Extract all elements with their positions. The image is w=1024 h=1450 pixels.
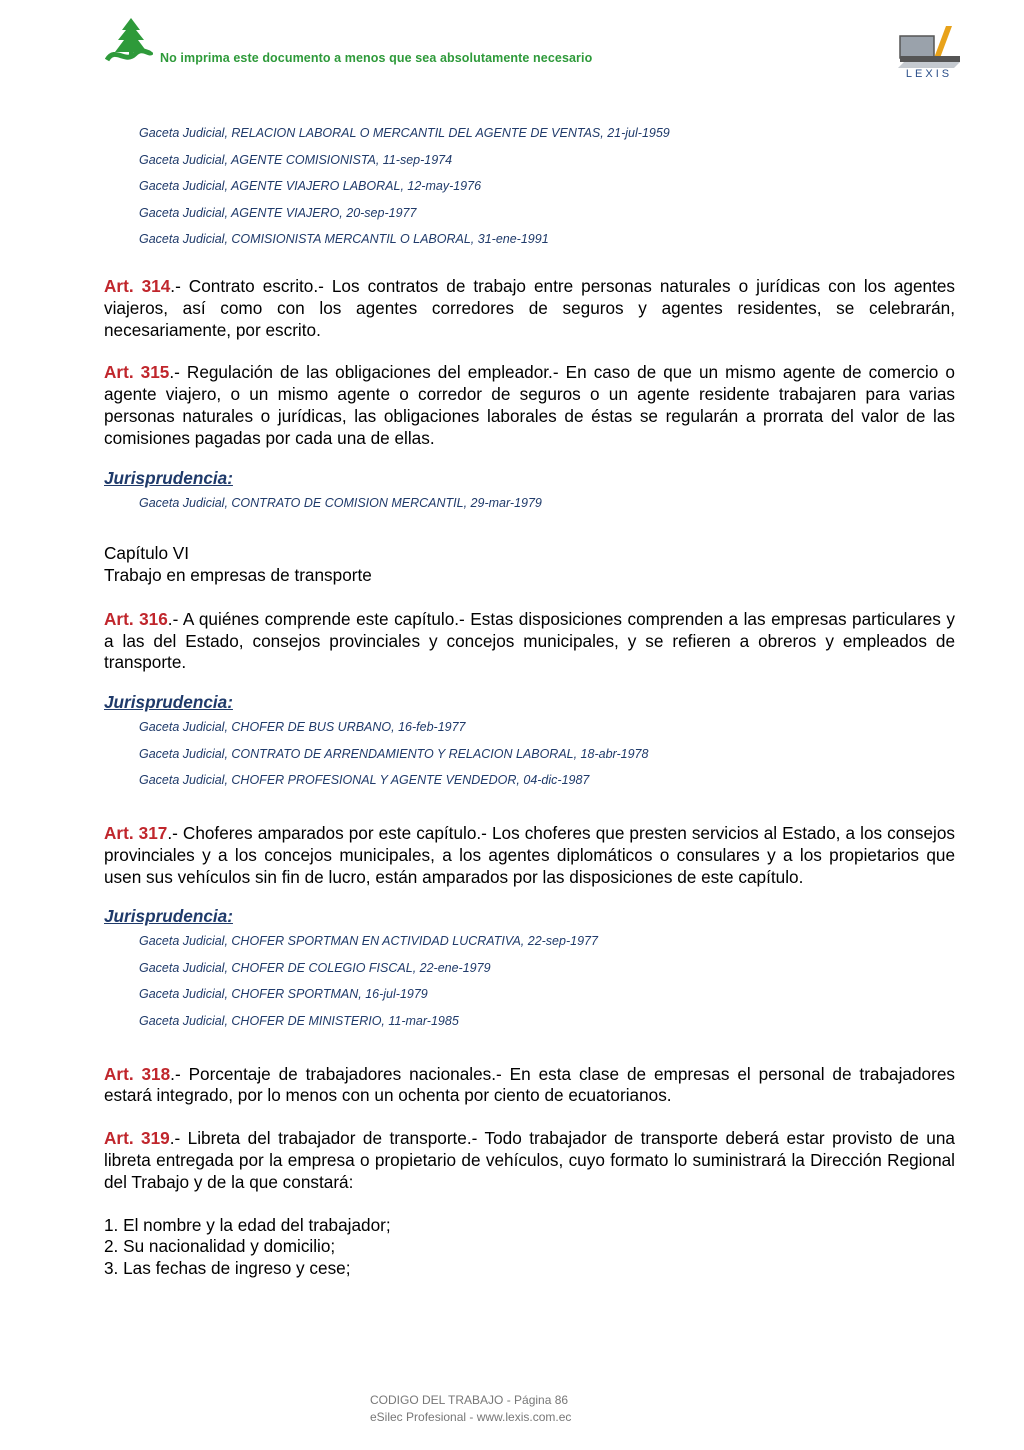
jurisprudence-heading: Jurisprudencia: — [104, 467, 233, 488]
list-item: 3. Las fechas de ingreso y cese; — [104, 1258, 351, 1279]
jurisprudence-ref: Gaceta Judicial, CHOFER PROFESIONAL Y AGENTE VENDEDOR, 04-dic-1987 — [139, 773, 590, 788]
jurisprudence-ref: Gaceta Judicial, CHOFER SPORTMAN EN ACTIVIDAD LUCRATIVA, 22-sep-1977 — [139, 934, 598, 949]
article-number: Art. 317 — [104, 822, 168, 843]
lexis-logo-text: LEXIS — [905, 68, 953, 78]
article-314 — [104, 276, 955, 341]
article-text: .- Regulación de las obligaciones del empleador.- En caso de que un mismo agente de comercio o agente viajero, o un mismo agente o corredor de seguros o un agente residente trabajaren para varias personas naturales o jurídicas, las obligaciones laborales de éstas se regularán a prorrata del valor de las comisiones pagadas por cada una de ellas. — [104, 362, 955, 448]
article-text: .- Contrato escrito.- Los contratos de trabajo entre personas naturales o jurídicas con los agentes viajeros, así como con los agentes corredores de seguros y agentes residentes, se celebrarán, necesariamente, por escrito. — [104, 275, 955, 340]
jurisprudence-ref: Gaceta Judicial, CHOFER SPORTMAN, 16-jul-1979 — [139, 987, 428, 1002]
jurisprudence-ref: Gaceta Judicial, RELACION LABORAL O MERCANTIL DEL AGENTE DE VENTAS, 21-jul-1959 — [139, 126, 670, 140]
article-text: .- Choferes amparados por este capítulo.- Los choferes que presten servicios al Estado, a los consejos provinciales y a los concejos municipales, a los agentes diplomáticos o consulares y a los propietarios que usen sus vehículos sin fin de lucro, están amparados por las disposiciones de este capítulo. — [104, 822, 955, 887]
article-number: Art. 315 — [104, 362, 170, 383]
chapter-title: Capítulo VI — [104, 543, 190, 564]
jurisprudence-list-317 — [104, 928, 955, 1034]
article-text: .- A quiénes comprende este capítulo.- Estas disposiciones comprenden a las empresas particulares y a las del Estado, consejos provinciales y concejos municipales, y se refieren a obreros y empleados de transporte. — [104, 608, 955, 673]
chapter-subtitle: Trabajo en empresas de transporte — [104, 564, 372, 585]
page-content — [104, 120, 955, 1280]
article-text: .- Libreta del trabajador de transporte.- Todo trabajador de transporte deberá estar provisto de una libreta entregada por la empresa o propietario de vehículos, cuyo formato lo suministrará la Dirección Regional del Trabajo y de la que constará: — [104, 1128, 955, 1192]
article-319-list — [104, 1215, 955, 1280]
list-item: 2. Su nacionalidad y domicilio; — [104, 1236, 336, 1257]
jurisprudence-ref: Gaceta Judicial, CHOFER DE BUS URBANO, 16-feb-1977 — [139, 720, 466, 735]
jurisprudence-ref: Gaceta Judicial, AGENTE COMISIONISTA, 11-sep-1974 — [139, 152, 453, 167]
article-number: Art. 314 — [104, 275, 171, 296]
tree-logo-icon — [105, 16, 153, 64]
article-315 — [104, 362, 955, 449]
article-number: Art. 316 — [104, 608, 168, 629]
jurisprudence-ref: Gaceta Judicial, CONTRATO DE COMISION MERCANTIL, 29-mar-1979 — [139, 495, 542, 510]
jurisprudence-ref: Gaceta Judicial, CONTRATO DE ARRENDAMIENTO Y RELACION LABORAL, 18-abr-1978 — [139, 746, 649, 761]
lexis-logo-icon — [894, 22, 964, 78]
jurisprudence-heading: Jurisprudencia: — [104, 906, 233, 927]
jurisprudence-ref: Gaceta Judicial, COMISIONISTA MERCANTIL O LABORAL, 31-ene-1991 — [139, 232, 549, 247]
article-316 — [104, 609, 955, 674]
footer-page-label: CODIGO DEL TRABAJO - Página 86 — [370, 1393, 569, 1407]
jurisprudence-ref: Gaceta Judicial, AGENTE VIAJERO LABORAL, 12-may-1976 — [139, 179, 482, 194]
jurisprudence-list-316 — [104, 714, 955, 794]
article-318 — [104, 1064, 955, 1108]
article-text: .- Porcentaje de trabajadores nacionales.- En esta clase de empresas el personal de trabajadores estará integrado, por lo menos con un ochenta por ciento de ecuatorianos. — [104, 1063, 955, 1106]
jurisprudence-ref: Gaceta Judicial, CHOFER DE COLEGIO FISCAL, 22-ene-1979 — [139, 960, 491, 975]
article-number: Art. 318 — [104, 1063, 171, 1084]
list-item: 1. El nombre y la edad del trabajador; — [104, 1214, 391, 1235]
jurisprudence-list-top — [104, 120, 955, 253]
article-319 — [104, 1128, 955, 1193]
jurisprudence-list-315 — [104, 490, 955, 517]
page-footer — [370, 1392, 571, 1426]
footer-site-label: eSilec Profesional - www.lexis.com.ec — [370, 1410, 572, 1424]
page-header — [0, 0, 1024, 90]
jurisprudence-ref: Gaceta Judicial, CHOFER DE MINISTERIO, 11-mar-1985 — [139, 1014, 459, 1029]
jurisprudence-heading: Jurisprudencia: — [104, 692, 233, 713]
article-number: Art. 319 — [104, 1128, 170, 1149]
jurisprudence-ref: Gaceta Judicial, AGENTE VIAJERO, 20-sep-1977 — [139, 205, 417, 220]
article-317 — [104, 823, 955, 888]
print-warning-banner: No imprima este documento a menos que sea absolutamente necesario — [160, 51, 593, 65]
